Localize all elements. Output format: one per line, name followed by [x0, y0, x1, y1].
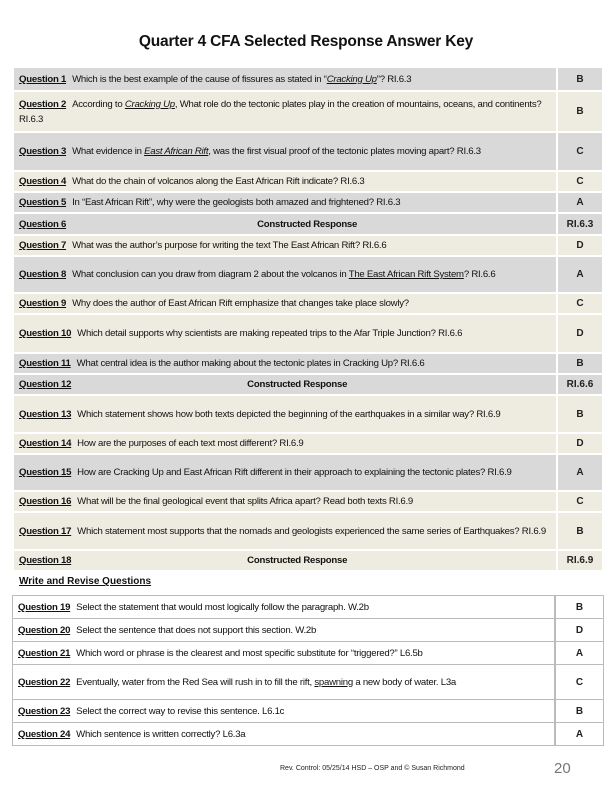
answer-cell: D: [558, 315, 602, 352]
footer-text: Rev. Control: 05/25/14 HSD – OSP and © Susan Richmond: [280, 765, 465, 772]
question-cell: [14, 396, 556, 432]
question-text: [19, 377, 347, 392]
question-label: Question 24: [18, 728, 71, 740]
question-label: Question 9: [19, 298, 67, 309]
table-row: [13, 642, 603, 665]
question-label: Question 16: [19, 496, 72, 507]
question-body: How are the purposes of each text most different? RI.6.9: [77, 438, 304, 449]
text-title: Cracking Up: [124, 98, 175, 110]
question-label: Question 2: [19, 98, 67, 110]
table-row: [13, 723, 603, 745]
question-cell: [14, 236, 556, 255]
answer-key-table: [14, 68, 602, 572]
answer-cell: B: [558, 513, 602, 549]
question-body: What will be the final geological event that splits Africa apart? Read both texts RI.6.9: [77, 496, 414, 507]
question-cell: [13, 723, 556, 745]
question-text: [18, 727, 245, 742]
question-label: Question 12: [19, 379, 72, 390]
question-text: [19, 494, 413, 509]
table-row: [14, 92, 602, 131]
answer-cell: A: [558, 455, 602, 490]
table-row: [14, 551, 602, 570]
question-text: [19, 356, 424, 371]
table-row: [14, 434, 602, 453]
question-label: Question 20: [18, 624, 71, 636]
question-body: Which statement shows how both texts depicted the beginning of the earthquakes in a similar way? RI.6.9: [77, 408, 501, 420]
question-body: In “East African Rift”, why were the geologists both amazed and frightened? RI.6.3: [72, 197, 401, 208]
question-text: [19, 238, 386, 253]
answer-cell: C: [558, 133, 602, 170]
table-row: [14, 294, 602, 313]
question-text: [19, 407, 500, 422]
question-body: Which word or phrase is the clearest and most specific substitute for “triggered?” L6.5b: [76, 647, 423, 659]
question-text: [18, 600, 369, 615]
question-body: Which detail supports why scientists are making repeated trips to the Afar Triple Junction? RI.6.6: [77, 328, 463, 339]
table-row: [14, 492, 602, 511]
question-text: [19, 72, 411, 87]
table-row: [14, 513, 602, 549]
answer-cell: C: [558, 172, 602, 191]
table-row: [13, 596, 603, 619]
answer-cell: B: [558, 354, 602, 373]
constructed-response-label: Constructed Response: [247, 555, 348, 566]
question-label: Question 10: [19, 328, 72, 339]
answer-cell: A: [558, 193, 602, 212]
question-label: Question 8: [19, 269, 67, 280]
answer-cell: B: [575, 705, 584, 717]
answer-cell: B: [558, 92, 602, 131]
question-cell: [14, 551, 556, 570]
question-label: Question 19: [18, 601, 71, 613]
table-row: [14, 396, 602, 432]
page-title: Quarter 4 CFA Selected Response Answer Key: [138, 33, 474, 50]
question-cell: [14, 172, 556, 191]
table-row: [13, 700, 603, 723]
table-row: [14, 133, 602, 170]
question-cell: [14, 375, 556, 394]
question-cell: [14, 92, 556, 131]
question-cell: [14, 257, 556, 292]
question-cell: [14, 492, 556, 511]
constructed-response-label: Constructed Response: [247, 379, 348, 390]
question-text: [19, 465, 512, 480]
table-row: [14, 214, 602, 234]
answer-cell: C: [575, 676, 584, 688]
answer-cell: A: [575, 728, 584, 740]
question-cell: [13, 642, 556, 664]
question-label: Question 5: [19, 197, 67, 208]
table-row: [14, 354, 602, 373]
question-cell: [14, 133, 556, 170]
table-row: [14, 375, 602, 394]
table-row: [13, 619, 603, 642]
answer-cell: B: [558, 68, 602, 90]
question-cell: [14, 354, 556, 373]
question-body: Select the statement that would most logically follow the paragraph. W.2b: [76, 601, 369, 613]
question-body: , What role do the tectonic plates play in the creation of mountains, oceans, and continents? RI.6.3: [19, 98, 542, 125]
question-label: Question 21: [18, 647, 71, 659]
answer-cell: D: [558, 434, 602, 453]
answer-cell: RI.6.6: [558, 375, 602, 394]
question-text: [19, 217, 357, 232]
text-title: The East African Rift System: [348, 269, 464, 280]
question-text: [19, 195, 400, 210]
question-text: [18, 675, 456, 690]
question-text: [19, 174, 365, 189]
question-text: [18, 623, 316, 638]
write-revise-heading: Write and Revise Questions: [19, 576, 152, 587]
question-text: [19, 144, 481, 159]
question-body: Select the correct way to revise this sentence. L6.1c: [76, 705, 285, 717]
question-cell: [14, 294, 556, 313]
question-cell: [13, 619, 556, 641]
table-row: [13, 665, 603, 700]
answer-cell: D: [558, 236, 602, 255]
question-text: [19, 436, 304, 451]
question-label: Question 15: [19, 467, 72, 478]
answer-cell: RI.6.9: [558, 551, 602, 570]
question-label: Question 7: [19, 240, 67, 251]
question-label: Question 17: [19, 525, 72, 537]
question-text: [19, 296, 409, 311]
answer-cell: RI.6.3: [558, 214, 602, 234]
question-cell: [13, 665, 556, 699]
answer-cell: B: [558, 396, 602, 432]
question-label: Question 3: [19, 146, 67, 157]
question-label: Question 22: [18, 676, 71, 688]
question-cell: [13, 596, 556, 618]
table-row: [14, 257, 602, 292]
text-title: East African Rift: [144, 146, 209, 157]
question-body: According to: [72, 98, 125, 110]
question-label: Question 13: [19, 408, 72, 420]
table-row: [14, 315, 602, 352]
answer-cell: B: [575, 601, 584, 613]
question-label: Question 6: [19, 218, 67, 230]
question-text: [19, 267, 495, 282]
question-text: [19, 553, 347, 568]
question-cell: [14, 214, 556, 234]
constructed-response-label: Constructed Response: [257, 218, 358, 230]
question-cell: [13, 700, 556, 722]
question-label: Question 11: [19, 358, 71, 369]
write-revise-table: [12, 595, 604, 746]
question-text: [18, 646, 423, 661]
question-body: What central idea is the author making about the tectonic plates in Cracking Up? RI.6.6: [76, 358, 425, 369]
question-label: Question 23: [18, 705, 71, 717]
question-cell: [14, 315, 556, 352]
answer-cell: C: [558, 492, 602, 511]
question-body: Which statement most supports that the nomads and geologists experienced the same series of Earthquakes? RI.6.9: [77, 525, 546, 537]
table-row: [14, 193, 602, 212]
question-body: What do the chain of volcanos along the East African Rift indicate? RI.6.3: [72, 176, 365, 187]
question-body: Which sentence is written correctly? L6.3a: [76, 728, 246, 740]
question-cell: [14, 193, 556, 212]
question-text: [19, 97, 551, 127]
table-row: [14, 172, 602, 191]
answer-cell: A: [575, 647, 584, 659]
question-body: What conclusion can you draw from diagram 2 about the volcanos in: [72, 269, 349, 280]
question-cell: [14, 434, 556, 453]
question-body: How are Cracking Up and East African Rift different in their approach to explaining the tectonic plates? RI.6.9: [77, 467, 512, 478]
question-cell: [14, 513, 556, 549]
table-row: [14, 455, 602, 490]
text-title: spawning: [314, 676, 353, 688]
question-label: Question 1: [19, 73, 67, 85]
question-body: ? RI.6.6: [463, 269, 496, 280]
question-body: Eventually, water from the Red Sea will rush in to fill the rift,: [76, 676, 315, 688]
table-row: [14, 68, 602, 90]
answer-cell: C: [558, 294, 602, 313]
question-text: [19, 326, 462, 341]
question-cell: [14, 68, 556, 90]
question-body: What was the author’s purpose for writing the text The East African Rift? RI.6.6: [72, 240, 387, 251]
answer-cell: D: [575, 624, 584, 636]
question-body: What evidence in: [72, 146, 145, 157]
question-cell: [14, 455, 556, 490]
question-label: Question 18: [19, 555, 72, 566]
question-text: [18, 704, 284, 719]
page-number: 20: [554, 760, 571, 777]
question-body: Select the sentence that does not support this section. W.2b: [76, 624, 317, 636]
question-text: [19, 524, 546, 539]
question-body: , was the first visual proof of the tectonic plates moving apart? RI.6.3: [208, 146, 481, 157]
question-label: Question 4: [19, 176, 67, 187]
answer-cell: A: [558, 257, 602, 292]
text-title: Cracking Up: [326, 73, 377, 85]
table-row: [14, 236, 602, 255]
question-body: Which is the best example of the cause of fissures as stated in “: [72, 73, 327, 85]
question-body: Why does the author of East African Rift emphasize that changes take place slowly?: [72, 298, 409, 309]
question-body: a new body of water. L3a: [352, 676, 457, 688]
question-body: ”? RI.6.3: [376, 73, 412, 85]
question-label: Question 14: [19, 438, 72, 449]
